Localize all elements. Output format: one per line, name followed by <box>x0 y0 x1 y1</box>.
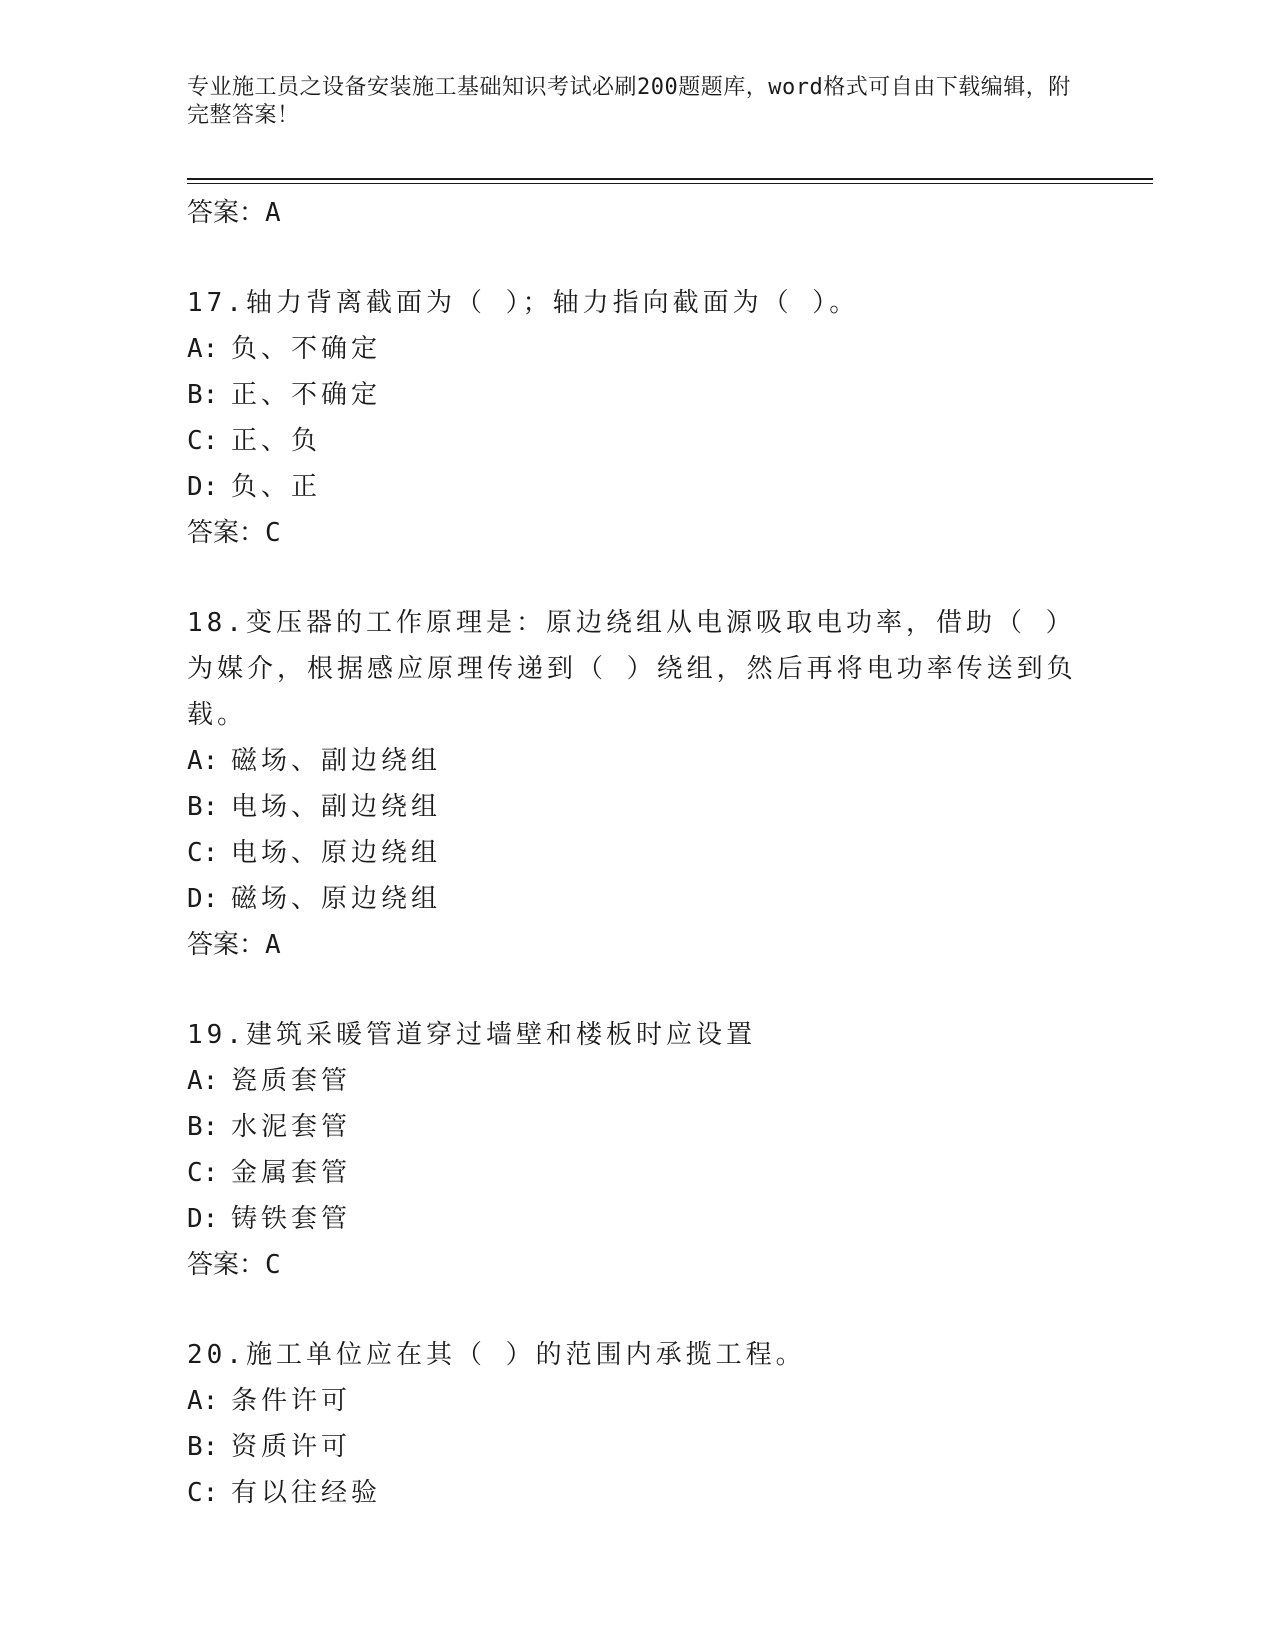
option-b <box>187 372 1087 418</box>
option-text: 瓷质套管 <box>231 1066 352 1096</box>
option-b <box>187 1424 1087 1470</box>
option-text: 金属套管 <box>231 1158 352 1188</box>
option-text: 负、正 <box>231 472 322 502</box>
question-stem: 20.施工单位应在其（ ）的范围内承揽工程。 <box>187 1340 806 1370</box>
option-d <box>187 464 1087 510</box>
option-c <box>187 830 1087 876</box>
answer-line <box>187 1242 1087 1288</box>
option-b <box>187 784 1087 830</box>
option-c <box>187 1150 1087 1196</box>
option-text: 铸铁套管 <box>231 1204 352 1234</box>
header-rule-thick <box>187 178 1153 180</box>
option-letter: A: <box>187 1386 219 1416</box>
answer-line <box>187 190 1087 236</box>
option-c <box>187 1470 1087 1516</box>
option-letter: B: <box>187 792 219 822</box>
answer-value: C <box>265 518 281 548</box>
answer-value: C <box>265 1250 281 1280</box>
question-17 <box>187 280 1087 556</box>
answer-value: A <box>265 198 281 228</box>
option-letter: C: <box>187 1158 219 1188</box>
header-rule-thin <box>187 183 1153 184</box>
option-a <box>187 326 1087 372</box>
option-letter: D: <box>187 884 219 914</box>
question-18 <box>187 600 1087 968</box>
option-letter: C: <box>187 426 219 456</box>
option-text: 电场、原边绕组 <box>231 838 442 868</box>
answer-line <box>187 922 1087 968</box>
option-letter: D: <box>187 472 219 502</box>
option-a <box>187 1058 1087 1104</box>
option-letter: A: <box>187 746 219 776</box>
option-letter: C: <box>187 1478 219 1508</box>
option-text: 有以往经验 <box>231 1478 382 1508</box>
option-letter: C: <box>187 838 219 868</box>
option-letter: B: <box>187 1432 219 1462</box>
question-19 <box>187 1012 1087 1288</box>
option-text: 正、不确定 <box>231 380 382 410</box>
option-letter: A: <box>187 1066 219 1096</box>
option-text: 磁场、副边绕组 <box>231 746 442 776</box>
option-text: 电场、副边绕组 <box>231 792 442 822</box>
question-20 <box>187 1332 1087 1516</box>
question-list <box>187 190 1087 1516</box>
option-letter: D: <box>187 1204 219 1234</box>
option-a <box>187 1378 1087 1424</box>
option-d <box>187 876 1087 922</box>
option-a <box>187 738 1087 784</box>
answer-label: 答案： <box>187 518 266 548</box>
option-text: 磁场、原边绕组 <box>231 884 442 914</box>
option-letter: A: <box>187 334 219 364</box>
option-letter: B: <box>187 380 219 410</box>
question-stem: 19.建筑采暖管道穿过墙壁和楼板时应设置 <box>187 1020 756 1050</box>
option-letter: B: <box>187 1112 219 1142</box>
question-stem: 17.轴力背离截面为（ ）；轴力指向截面为（ ）。 <box>187 288 860 318</box>
document-header: 专业施工员之设备安装施工基础知识考试必刷200题题库，word格式可自由下载编辑，附完整答案！ <box>187 75 1071 128</box>
option-text: 负、不确定 <box>231 334 382 364</box>
option-text: 条件许可 <box>231 1386 352 1416</box>
option-text: 水泥套管 <box>231 1112 352 1142</box>
option-b <box>187 1104 1087 1150</box>
answer-label: 答案： <box>187 930 266 960</box>
option-c <box>187 418 1087 464</box>
answer-label: 答案： <box>187 198 266 228</box>
answer-value: A <box>265 930 281 960</box>
question-stem: 18.变压器的工作原理是：原边绕组从电源吸取电功率，借助（ ）为媒介，根据感应原理传递到（ ）绕组，然后再将电功率传送到负载。 <box>187 608 1077 730</box>
answer-line <box>187 510 1087 556</box>
option-d <box>187 1196 1087 1242</box>
option-text: 资质许可 <box>231 1432 352 1462</box>
answer-label: 答案： <box>187 1250 266 1280</box>
option-text: 正、负 <box>231 426 322 456</box>
